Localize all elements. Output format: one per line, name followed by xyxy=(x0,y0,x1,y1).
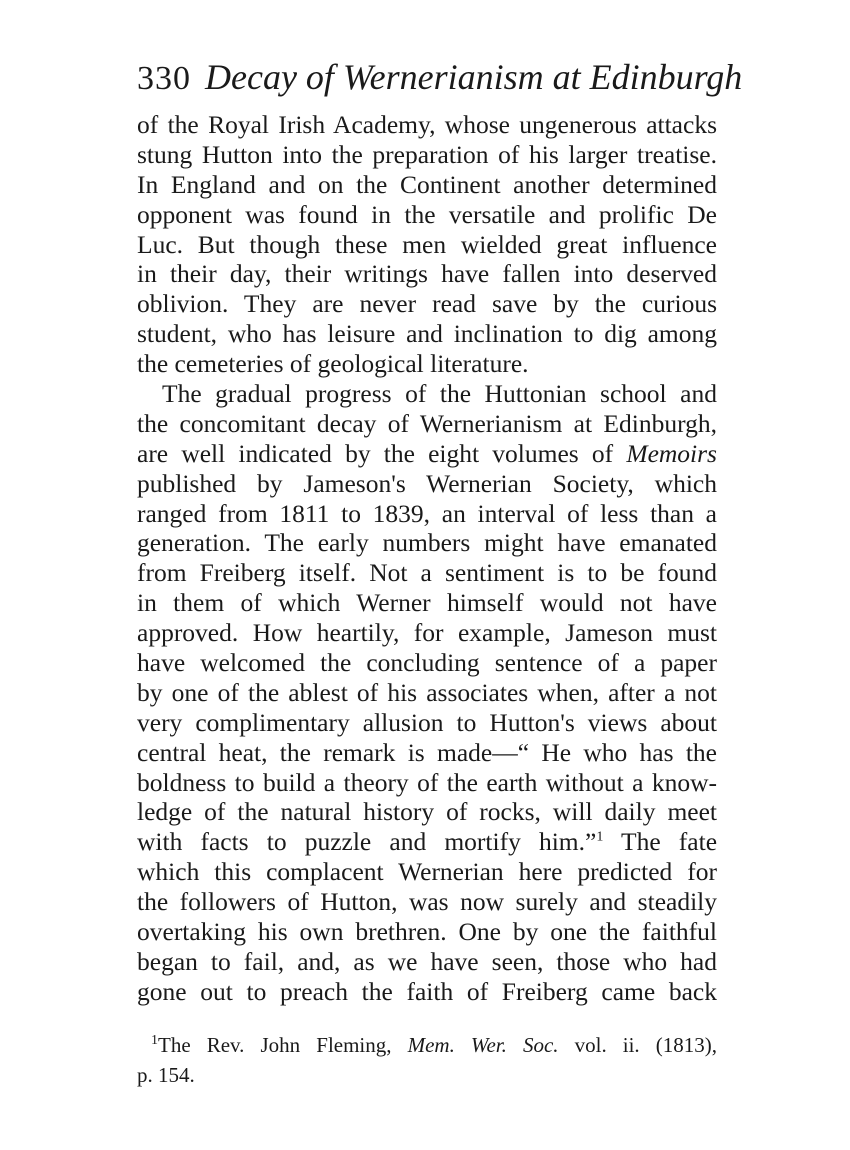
text-span: with facts to puzzle and mortify him.” xyxy=(137,827,597,857)
footnote-line: p. 154. xyxy=(137,1063,195,1087)
text-line: began to fail, and, as we have seen, those who had xyxy=(137,946,717,976)
text-line: very complimentary allusion to Hutton's views about xyxy=(137,707,717,737)
text-line: which this complacent Wernerian here predicted for xyxy=(137,857,717,887)
text-line: the concomitant decay of Wernerianism at Edinburgh, xyxy=(137,408,717,438)
text-line-with-italic xyxy=(137,439,717,469)
text-line: published by Jameson's Wernerian Society, which xyxy=(137,468,717,498)
footnote-marker: 1 xyxy=(151,1033,158,1048)
text-line: stung Hutton into the preparation of his larger treatise. xyxy=(137,139,717,169)
text-line: have welcomed the concluding sentence of a paper xyxy=(137,648,717,678)
running-head xyxy=(137,56,743,100)
text-line: of the Royal Irish Academy, whose ungenerous attacks xyxy=(137,110,717,139)
body-text xyxy=(137,110,717,1007)
text-line: in them of which Werner himself would not have xyxy=(137,588,717,618)
footnote-line xyxy=(137,1030,717,1060)
text-line: gone out to preach the faith of Freiberg came back xyxy=(137,976,717,1006)
text-line: in their day, their writings have fallen into deserved xyxy=(137,259,717,289)
text-span: are well indicated by the eight volumes of xyxy=(137,438,614,468)
text-line: the followers of Hutton, was now surely and steadily xyxy=(137,887,717,917)
text-line: The gradual progress of the Huttonian school and xyxy=(162,379,717,409)
text-line: opponent was found in the versatile and prolific De xyxy=(137,199,717,229)
text-line: ledge of the natural history of rocks, will daily meet xyxy=(137,797,717,827)
text-line: generation. The early numbers might have emanated xyxy=(137,528,717,558)
footnote-marker: 1 xyxy=(596,829,604,845)
running-title: Decay of Wernerianism at Edinburgh xyxy=(205,57,743,97)
text-line: boldness to build a theory of the earth without a know- xyxy=(137,767,717,797)
page-number: 330 xyxy=(137,60,191,97)
text-line: Luc. But though these men wielded great influence xyxy=(137,229,717,259)
footnote xyxy=(137,1030,717,1090)
text-span: The fate xyxy=(621,827,718,857)
text-line: from Freiberg itself. Not a sentiment is to be found xyxy=(137,558,717,588)
text-line: In England and on the Continent another determined xyxy=(137,169,717,199)
italic-title: Memoirs xyxy=(626,438,717,468)
footnote-text: vol. ii. (1813), xyxy=(574,1033,717,1057)
footnote-reference: Mem. Wer. Soc. xyxy=(407,1033,559,1057)
text-line: central heat, the remark is made—“ He who has the xyxy=(137,737,717,767)
text-line-with-footnote xyxy=(137,827,717,857)
text-line: student, who has leisure and inclination to dig among xyxy=(137,319,717,349)
text-line: overtaking his own brethren. One by one the faithful xyxy=(137,917,717,947)
text-line: by one of the ablest of his associates when, after a not xyxy=(137,677,717,707)
footnote-text: The Rev. John Fleming, xyxy=(158,1033,392,1057)
text-line: the cemeteries of geological literature. xyxy=(137,349,529,379)
text-line: oblivion. They are never read save by the curious xyxy=(137,289,717,319)
text-line: ranged from 1811 to 1839, an interval of less than a xyxy=(137,498,717,528)
text-line: approved. How heartily, for example, Jameson must xyxy=(137,618,717,648)
